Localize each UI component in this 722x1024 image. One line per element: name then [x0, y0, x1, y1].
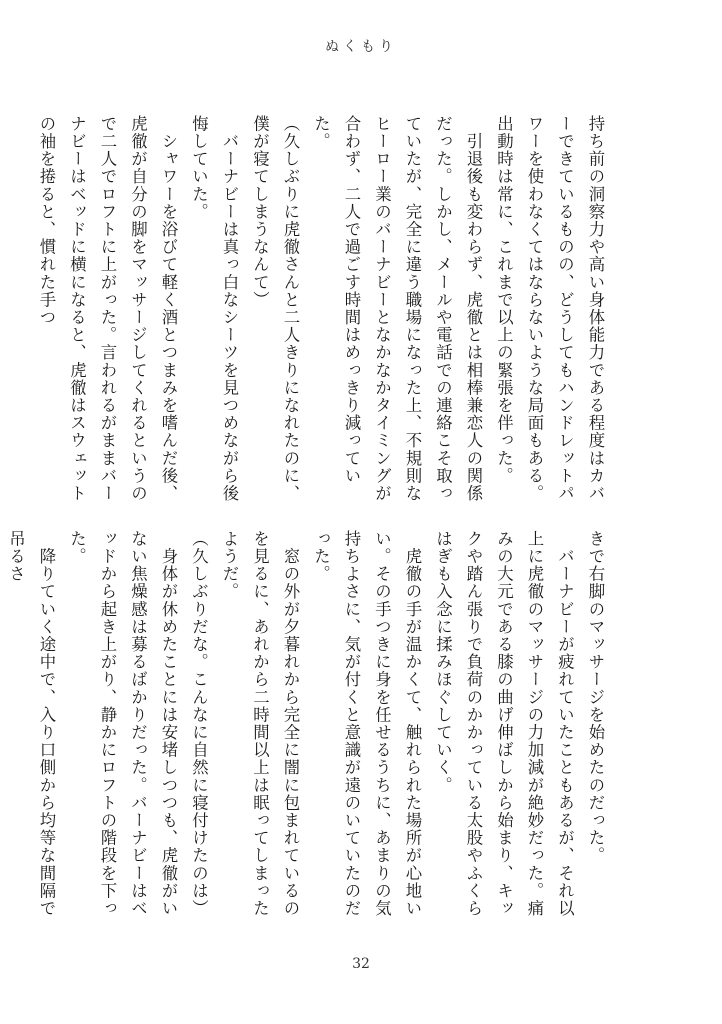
page-number: 32 — [352, 956, 370, 972]
running-header-title: ぬくもり — [325, 39, 397, 55]
paragraph: 身体が休めたことには安堵しつつも、虎徹がいない焦燥感は募るばかりだった。バーナビーはベッドから起き上がり、静かにロフトの階段を下った。 — [67, 530, 178, 918]
paragraph: 窓の外が夕暮れから完全に闇に包まれているのを見るに、あれから二時間以上は眠ってしまったようだ。 — [220, 530, 300, 918]
paragraph: （久しぶりに虎徹さんと二人きりになれたのに、僕が寝てしまうなんて） — [250, 115, 300, 503]
paragraph: きで右脚のマッサージを始めたのだった。 — [586, 530, 605, 865]
paragraph: バーナビーが疲れていたこともあるが、それ以上に虎徹のマッサージの力加減が絶妙だった。痛みの大元である膝の曲げ伸ばしから始まり、キックや踏ん張りで負荷のかかっている太股やふくらはぎも入念に揉みほぐしていく。 — [433, 530, 575, 918]
paragraph: 虎徹の手が温かくて、触れられた場所が心地いい。その手つきに身を任せるうちに、あまりの気持ちよさに、気が付くと意識が遠のいていたのだった。 — [311, 530, 422, 918]
paragraph: 持ち前の洞察力や高い身体能力である程度はカバーできているものの、どうしてもハンドレットパワーを使わなくてはならないような局面もある。出動時は常に、これまで以上の緊張を伴った。 — [494, 115, 605, 503]
paragraph: シャワーを浴びて軽く酒とつまみを嗜んだ後、虎徹が自分の脚をマッサージしてくれるというので二人でロフトに上がった。言われるがままバーナビーはベッドに横になると、虎徹はスウェットの袖を捲ると、慣れた手つ — [37, 115, 178, 503]
paragraph: （久しぶりだな。こんなに自然に寝付けたのは） — [189, 530, 209, 918]
paragraph: 降りていく途中で、入り口側から均等な間隔で吊るさ — [6, 530, 56, 918]
paragraph: バーナビーは真っ白なシーツを見つめながら後悔していた。 — [189, 115, 239, 503]
paragraph: 引退後も変わらず、虎徹とは相棒兼恋人の関係だった。しかし、メールや電話での連絡こそ取っていたが、完全に違う職場になった上、不規則なヒーロー業のバーナビーとなかなかタイミングが合わず、二人で過ごす時間はめっきり減っていた。 — [311, 115, 483, 503]
lower-text-block — [6, 530, 610, 922]
upper-text-block — [37, 115, 610, 507]
